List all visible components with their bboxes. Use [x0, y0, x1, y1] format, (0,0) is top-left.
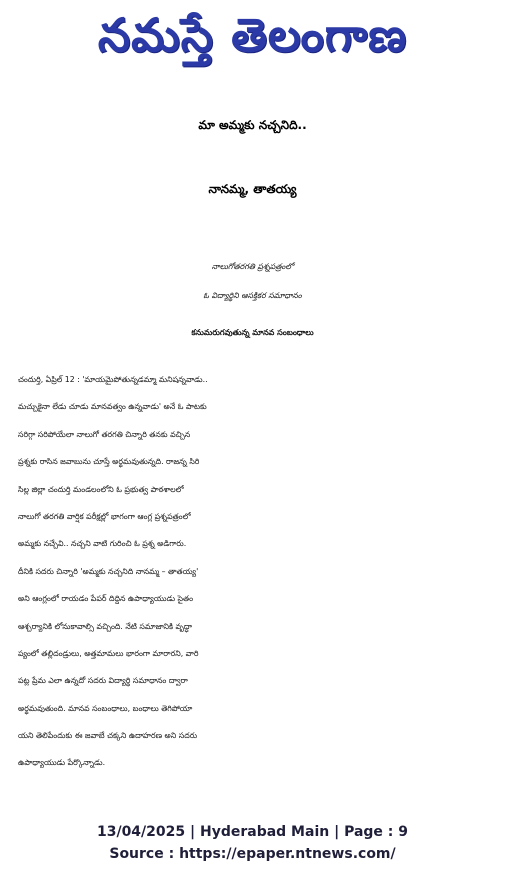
article-line: సిల్ల జిల్లా చందుర్తి మండలంలోని ఓ ప్రభుత్వ పాఠశాలలో: [18, 484, 184, 494]
footer-date-edition: 13/04/2025 | Hyderabad Main | Page : 9: [96, 824, 409, 840]
article-line: సరిగ్గా సరిపోయేలా నాలుగో తరగతి చిన్నారి తనకు వచ్చిన: [18, 429, 191, 439]
article-line: ఆశ్చర్యానికి లోనుకావాల్సి వచ్చింది. నేటి సమాజానికి వృద్ధా: [18, 621, 192, 631]
article-line: ప్రశ్నకు రాసిన జవాబును చూస్తే అర్థమవుతున్నది. రాజన్న సిరి: [18, 457, 200, 467]
article-line: అర్థమవుతుంది. మానవ సంబంధాలు, బంధాలు తెగిపోయా: [18, 703, 193, 713]
subheading-line-1: నాలుగోతరగతి ప్రశ్నపత్రంలో: [211, 262, 294, 271]
headline-line-2: నానమ్మ, తాతయ్య: [208, 182, 297, 196]
article-line: దీనికి సదరు చిన్నారి 'అమ్మకు నచ్చనిది నానమ్మ – తాతయ్య': [18, 566, 199, 576]
article-line: ప్యంలో తల్లిదండ్రులు, అత్తమామలు భారంగా మారారని, వారి: [18, 648, 199, 658]
article-line: ఉపాధ్యాయుడు పేర్కొన్నాడు.: [18, 758, 106, 768]
article-body: [18, 366, 488, 777]
article-line: చందుర్తి, ఏప్రిల్ 12 : 'మాయమైపోతున్నడమ్మా మనిషన్నవాడు..: [18, 375, 208, 384]
article-line: పట్ల ప్రేమ ఎలా ఉన్నదో సదరు విద్యార్థి సమాధానం ద్వారా: [18, 676, 188, 686]
headline-line-1: మా అమ్మకు నచ్చనిది..: [198, 118, 307, 132]
article-line: మచ్చుకైనా లేడు చూడు మానవత్వం ఉన్నవాడు' అనే ఓ పాటకు: [18, 402, 207, 412]
page-footer: [0, 821, 505, 865]
masthead-title: నమస్తే తెలంగాణ: [97, 8, 408, 62]
article-line: అని ఆంగ్లంలో రాయడం పేపర్ దిద్దిన ఉపాధ్యాయుడు సైతం: [18, 594, 194, 604]
subheading-line-3: కనుమరుగవుతున్న మానవ సంబంధాలు: [191, 328, 314, 337]
footer-source-link[interactable]: Source : https://epaper.ntnews.com/: [109, 846, 396, 862]
masthead-logo: [0, 6, 505, 76]
article-line: నాలుగో తరగతి వార్షిక పరీక్షల్లో భాగంగా ఆంగ్ల ప్రశ్నపత్రంలో: [18, 511, 191, 521]
subheading-line-2: ఓ విద్యార్థిని ఆసక్తికర సమాధానం: [203, 291, 302, 300]
article-line: అమ్మకు నచ్చేవి.. నచ్చని వాటి గురించి ఓ ప్రశ్న అడిగారు.: [18, 539, 187, 549]
article-line: యని తెలిపేందుకు ఈ జవాబే చక్కని ఉదాహరణ అని సదరు: [18, 731, 198, 741]
